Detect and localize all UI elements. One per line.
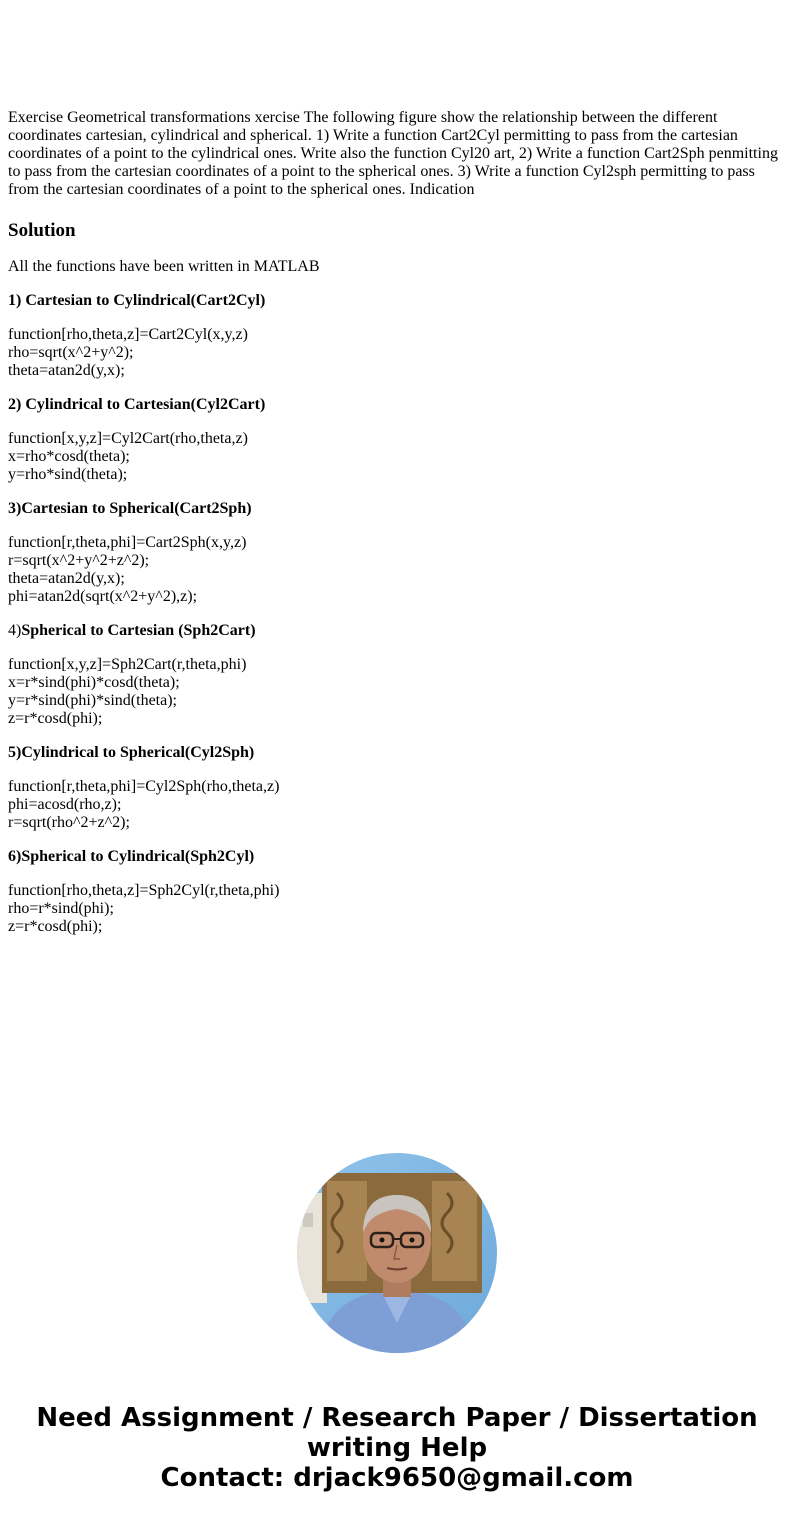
promo-line-1: Need Assignment / Research Paper / Dissertation	[36, 1403, 758, 1433]
code-block	[8, 778, 786, 832]
code-line: r=sqrt(x^2+y^2+z^2);	[8, 552, 150, 569]
section-heading	[8, 744, 786, 762]
code-line: theta=atan2d(y,x);	[8, 570, 125, 587]
promo-contact: Contact: drjack9650@gmail.com	[160, 1463, 634, 1493]
author-photo-icon	[297, 1153, 497, 1353]
code-line: theta=atan2d(y,x);	[8, 362, 125, 379]
code-line: phi=atan2d(sqrt(x^2+y^2),z);	[8, 588, 198, 605]
code-block	[8, 882, 786, 936]
section-heading	[8, 848, 786, 866]
code-line: rho=sqrt(x^2+y^2);	[8, 344, 134, 361]
section-title: 3)Cartesian to Spherical(Cart2Sph)	[8, 500, 252, 517]
section-heading	[8, 396, 786, 414]
code-line: function[x,y,z]=Cyl2Cart(rho,theta,z)	[8, 430, 248, 447]
code-line: z=r*cosd(phi);	[8, 918, 103, 935]
code-line: x=r*sind(phi)*cosd(theta);	[8, 674, 180, 691]
code-line: rho=r*sind(phi);	[8, 900, 114, 917]
code-block	[8, 656, 786, 728]
section-heading	[8, 292, 786, 310]
solution-heading: Solution	[8, 220, 76, 241]
code-line: function[r,theta,phi]=Cyl2Sph(rho,theta,z)	[8, 778, 280, 795]
code-line: x=rho*cosd(theta);	[8, 448, 130, 465]
section-title: Spherical to Cartesian (Sph2Cart)	[21, 622, 256, 639]
section-title: 5)Cylindrical to Spherical(Cyl2Sph)	[8, 744, 255, 761]
author-avatar	[297, 1153, 497, 1353]
code-block	[8, 430, 786, 484]
intro-text: All the functions have been written in MATLAB	[8, 258, 320, 275]
promo-line-2: writing Help	[306, 1433, 488, 1463]
code-line: phi=acosd(rho,z);	[8, 796, 122, 813]
code-block	[8, 534, 786, 606]
section-number: 4)	[8, 622, 22, 639]
document-content	[8, 109, 786, 936]
section-heading	[8, 622, 786, 640]
code-line: y=r*sind(phi)*sind(theta);	[8, 692, 177, 709]
section-title: 2) Cylindrical to Cartesian(Cyl2Cart)	[8, 396, 266, 413]
section-title: 1) Cartesian to Cylindrical(Cart2Cyl)	[8, 292, 266, 309]
solution-sections	[8, 292, 786, 936]
code-line: z=r*cosd(phi);	[8, 710, 103, 727]
code-block	[8, 326, 786, 380]
section-heading	[8, 500, 786, 518]
code-line: function[x,y,z]=Sph2Cart(r,theta,phi)	[8, 656, 247, 673]
promo-banner	[0, 1403, 794, 1493]
section-title: 6)Spherical to Cylindrical(Sph2Cyl)	[8, 848, 255, 865]
code-line: function[rho,theta,z]=Sph2Cyl(r,theta,phi)	[8, 882, 280, 899]
code-line: function[rho,theta,z]=Cart2Cyl(x,y,z)	[8, 326, 248, 343]
code-line: r=sqrt(rho^2+z^2);	[8, 814, 130, 831]
code-line: function[r,theta,phi]=Cart2Sph(x,y,z)	[8, 534, 247, 551]
code-line: y=rho*sind(theta);	[8, 466, 128, 483]
question-text: Exercise Geometrical transformations xercise The following figure show the relationship between the different coordinates cartesian, cylindrical and spherical. 1) Write a function Cart2Cyl permitting to pass from the cartesian coordinates of a point to the cylindrical ones. Write also the function Cyl20 art, 2) Write a function Cart2Sph penmitting to pass from the cartesian coordinates of a point to the spherical ones. 3) Write a function Cyl2sph permitting to pass from the cartesian coordinates of a point to the spherical ones. Indication	[8, 109, 778, 198]
